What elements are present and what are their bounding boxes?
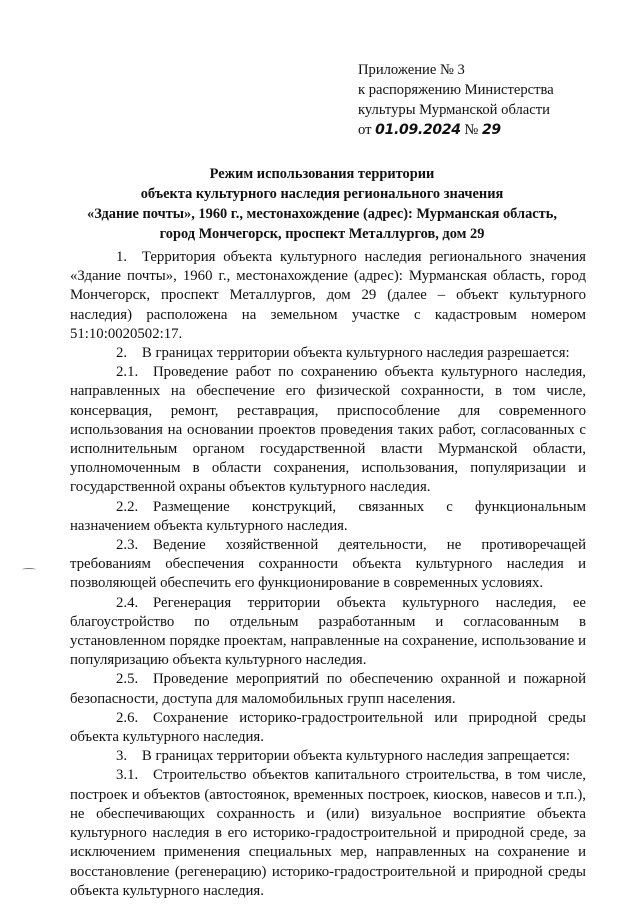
paragraph-1: 1. Территория объекта культурного наследия регионального значения «Здание почты», 1960 г., местонахождение (адрес): Мурманская область, город Мончегорск, проспект Металлургов, дом 29 (далее – объект культурного наследия) расположена на земельном участке с кадастровым номером 51:10:0020502:17. [70, 249, 586, 342]
annex-date-prefix: от [358, 122, 372, 138]
handwritten-number: 29 [481, 122, 501, 138]
annex-title: Приложение № 3 [358, 62, 465, 78]
annex-line-ministry: культуры Мурманской области [358, 102, 550, 118]
paragraph-2-6: 2.6. Сохранение историко-градостроительной или природной среды объекта культурного наследия. [70, 709, 586, 746]
scan-margin-mark [22, 568, 36, 571]
paragraph-2-1: 2.1. Проведение работ по сохранению объекта культурного наследия, направленных на обеспечение его физической сохранности, в том числе, консервация, ремонт, реставрация, приспособление для современного использования на основании проектов проведения таких работ, согласованных с исполнительным органом государственной власти Мурманской области, уполномоченным в области сохранения, использования, популяризации и государственной охраны объектов культурного наследия. [70, 364, 586, 496]
paragraph-2-4: 2.4. Регенерация территории объекта культурного наследия, ее благоустройство по отдельным разработанным и согласованным в установленном порядке проектам, направленные на сохранение, использование и популяризацию объекта культурного наследия. [70, 594, 586, 669]
document-title [62, 164, 582, 244]
paragraph-2-5: 2.5. Проведение мероприятий по обеспечению охранной и пожарной безопасности, доступа для маломобильных групп населения. [70, 671, 586, 707]
title-line-2: объекта культурного наследия регионального значения [140, 186, 504, 202]
annex-line-order: к распоряжению Министерства [358, 82, 554, 98]
paragraph-2-3: 2.3. Ведение хозяйственной деятельности, не противоречащей требованиям обеспечения сохранности объекта культурного наследия и позволяющей обеспечить его функционирование в современных условиях. [70, 537, 586, 592]
annex-header [358, 60, 628, 140]
paragraph-3: 3. В границах территории объекта культурного наследия запрещается: [116, 748, 570, 765]
title-line-3: «Здание почты», 1960 г., местонахождение (адрес): Мурманская область, [87, 206, 557, 222]
paragraph-3-1: 3.1. Строительство объектов капитального строительства, в том числе, построек и объектов (автостоянок, временных построек, киосков, навесов и т.п.), не обеспечивающих сохранность и (или) визуальное восприятие объекта культурного наследия в его историко-градостроительной и природной среде, за исключением применения специальных мер, направленных на сохранение и восстановление (регенерацию) историко-градостроительной и природной среды объекта культурного наследия. [70, 767, 586, 899]
document-body [70, 248, 586, 901]
handwritten-date: 01.09.2024 [375, 122, 461, 138]
annex-number-sign: № [464, 122, 479, 138]
annex-date-line [358, 120, 628, 140]
title-line-4: город Мончегорск, проспект Металлургов, дом 29 [159, 226, 485, 242]
paragraph-2-2: 2.2. Размещение конструкций, связанных с функциональным назначением объекта культурного наследия. [70, 498, 586, 534]
title-line-1: Режим использования территории [209, 166, 435, 182]
paragraph-2: 2. В границах территории объекта культурного наследия разрешается: [116, 345, 570, 362]
